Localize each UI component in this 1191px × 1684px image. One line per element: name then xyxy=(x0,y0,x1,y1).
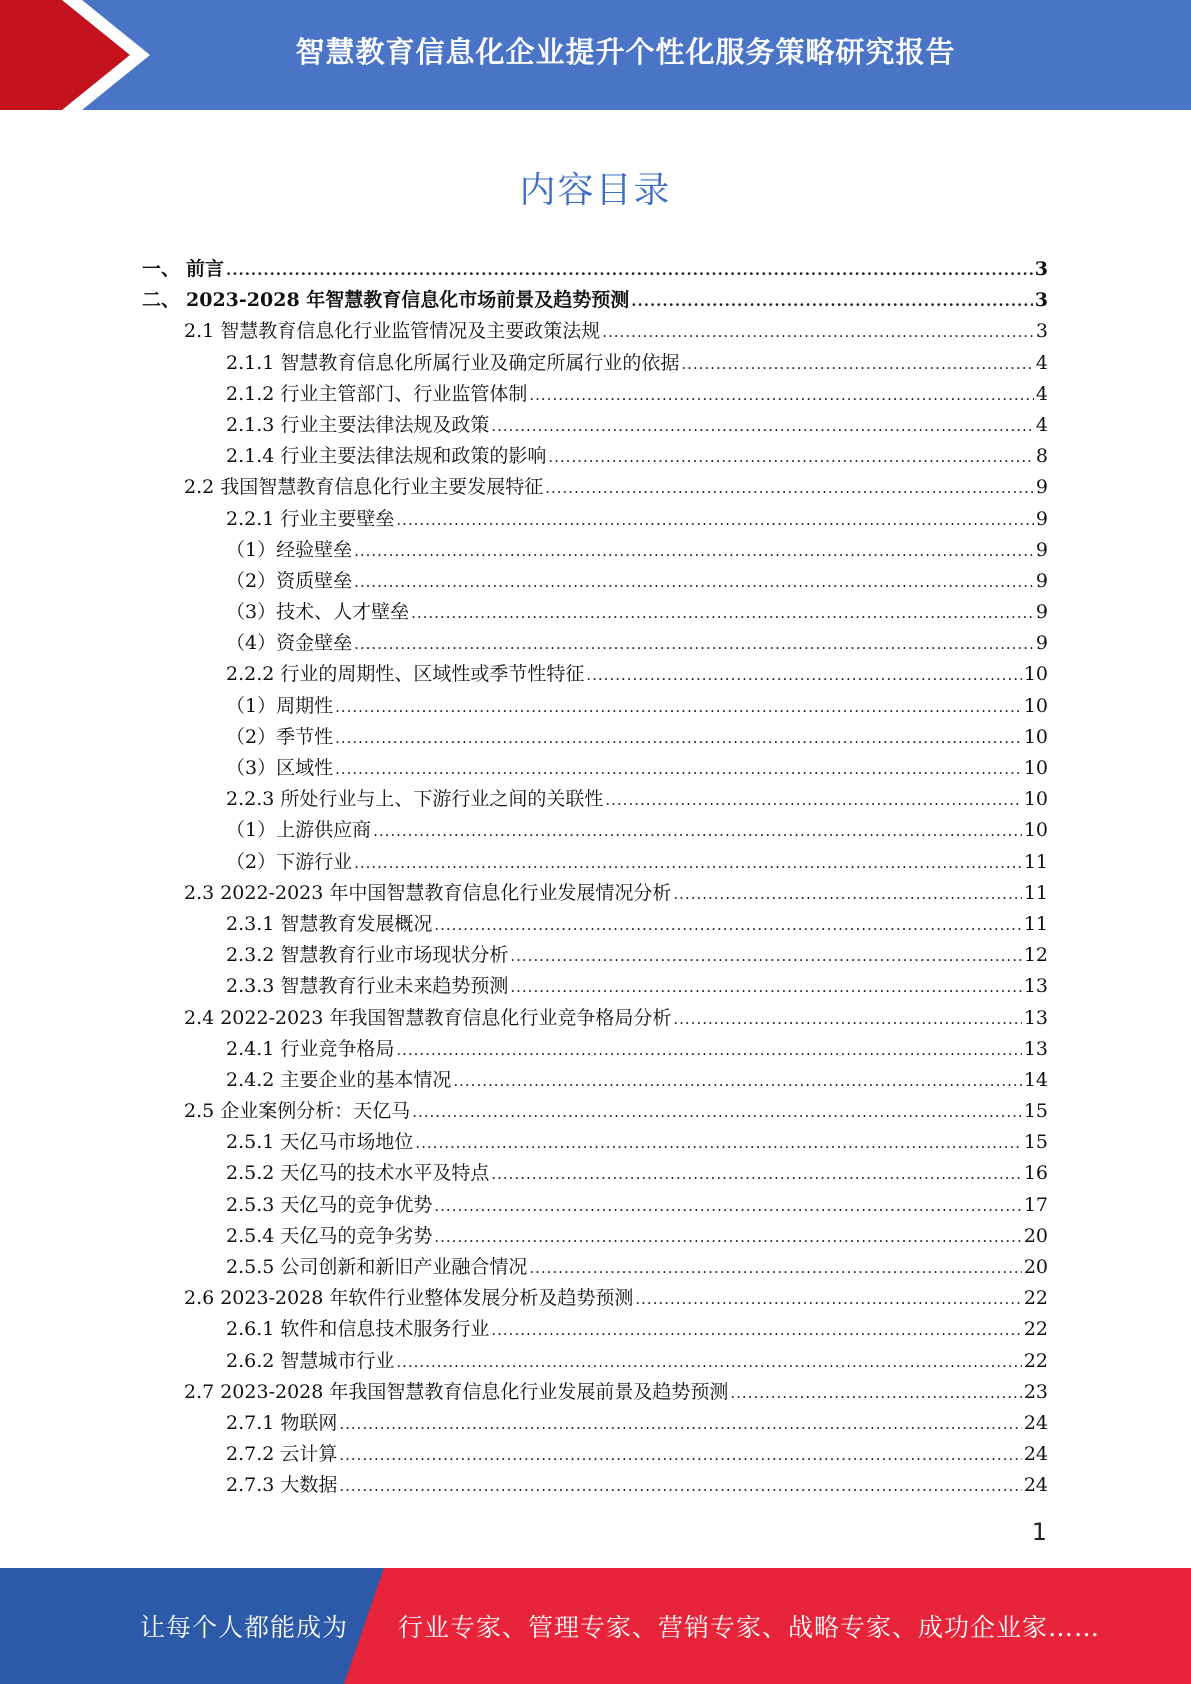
toc-entry[interactable] xyxy=(142,1096,1048,1127)
toc-entry-number: 2.5.5 xyxy=(226,1256,275,1278)
toc-entry-number: 2.6.1 xyxy=(226,1318,275,1341)
toc-entry-page: 12 xyxy=(1023,944,1048,967)
toc-entry-page: 9 xyxy=(1035,538,1048,561)
toc-heading: 内容目录 xyxy=(519,170,672,211)
header-band xyxy=(0,0,1191,110)
toc-entry-page: 11 xyxy=(1023,850,1048,873)
toc-entry-page: 23 xyxy=(1023,1380,1048,1403)
toc-entry-page: 3 xyxy=(1035,320,1048,343)
toc-entry-page: 13 xyxy=(1023,975,1048,998)
toc-entry[interactable] xyxy=(142,1158,1048,1189)
toc-dot-leader xyxy=(602,317,1034,348)
toc-entry-title: 天亿马的竞争劣势 xyxy=(280,1224,433,1247)
toc-dot-leader xyxy=(411,598,1034,629)
toc-entry[interactable] xyxy=(142,504,1048,535)
toc-entry-title: 行业的周期性、区域性或季节性特征 xyxy=(280,663,585,686)
toc-entry[interactable] xyxy=(142,254,1048,285)
toc-dot-leader xyxy=(373,816,1022,847)
toc-dot-leader xyxy=(605,785,1021,816)
toc-entry-number: 2.7 xyxy=(184,1380,215,1403)
toc-entry-title: （2）资质壁垒 xyxy=(226,569,353,592)
toc-entry-number: 2.4.2 xyxy=(226,1068,275,1091)
toc-entry[interactable] xyxy=(142,441,1048,472)
report-title: 智慧教育信息化企业提升个性化服务策略研究报告 xyxy=(295,34,956,69)
toc-entry-page: 10 xyxy=(1023,663,1048,686)
toc-dot-leader xyxy=(412,1097,1022,1128)
toc-entry-number: 2.6 xyxy=(184,1287,215,1310)
toc-entry-title: 我国智慧教育信息化行业主要发展特征 xyxy=(220,476,544,499)
toc-entry-page: 3 xyxy=(1034,289,1048,312)
toc-entry-page: 10 xyxy=(1023,788,1048,811)
toc-entry-title: （3）技术、人才壁垒 xyxy=(226,601,410,624)
toc-entry-title: （1）上游供应商 xyxy=(226,819,372,842)
toc-entry-page: 9 xyxy=(1035,476,1048,499)
toc-dot-leader xyxy=(673,879,1021,910)
toc-entry-number: 2.1.1 xyxy=(226,351,275,374)
header-arrow-decoration xyxy=(0,0,160,110)
toc-entry-title: 行业主要法律法规及政策 xyxy=(280,413,490,436)
toc-entry-number: 2.1.2 xyxy=(226,382,275,405)
toc-entry-page: 9 xyxy=(1035,569,1048,592)
toc-entry-page: 11 xyxy=(1023,881,1048,904)
toc-entry[interactable] xyxy=(142,909,1048,940)
toc-entry[interactable] xyxy=(142,971,1048,1002)
toc-entry-title: 行业竞争格局 xyxy=(280,1037,395,1060)
toc-entry-title: 所处行业与上、下游行业之间的关联性 xyxy=(280,788,604,811)
toc-entry[interactable] xyxy=(142,1408,1048,1439)
toc-entry-title: （2）季节性 xyxy=(226,725,334,748)
toc-entry-number: 2.5 xyxy=(184,1100,215,1123)
toc-entry-title: （4）资金壁垒 xyxy=(226,632,353,655)
toc-entry-title: 智慧城市行业 xyxy=(280,1349,395,1372)
toc-entry[interactable] xyxy=(142,722,1048,753)
page-number: 1 xyxy=(1031,1518,1047,1546)
toc-dot-leader xyxy=(491,1159,1021,1190)
toc-entry-page: 10 xyxy=(1023,725,1048,748)
footer-slogan-left: 让每个人都能成为 xyxy=(140,1613,349,1642)
toc-entry-title: 智慧教育信息化行业监管情况及主要政策法规 xyxy=(220,320,601,343)
toc-entry[interactable] xyxy=(142,566,1048,597)
toc-entry-title: 企业案例分析：天亿马 xyxy=(220,1100,411,1123)
toc-entry-number: 2.6.2 xyxy=(226,1349,275,1372)
toc-entry-title: 智慧教育发展概况 xyxy=(280,912,433,935)
toc-entry[interactable] xyxy=(142,285,1048,316)
toc-entry-number: 2.2.2 xyxy=(226,663,275,686)
toc-entry-page: 4 xyxy=(1035,351,1048,374)
toc-entry-title: 云计算 xyxy=(280,1443,338,1466)
toc-entry-number: 2.5.4 xyxy=(226,1224,275,1247)
toc-entry[interactable] xyxy=(142,316,1048,347)
toc-dot-leader xyxy=(396,1035,1021,1066)
toc-entry[interactable] xyxy=(142,1034,1048,1065)
toc-entry[interactable] xyxy=(142,1283,1048,1314)
toc-entry-title: 前言 xyxy=(186,258,225,280)
toc-dot-leader xyxy=(510,972,1021,1003)
toc-entry[interactable] xyxy=(142,784,1048,815)
footer-slogan-right: 行业专家、管理专家、营销专家、战略专家、成功企业家…… xyxy=(398,1613,1101,1642)
toc-entry-title: 物联网 xyxy=(280,1411,338,1434)
toc-dot-leader xyxy=(396,1347,1021,1378)
toc-entry-number: 2.5.2 xyxy=(226,1162,275,1185)
toc-entry-title: 2023-2028 年我国智慧教育信息化行业发展前景及趋势预测 xyxy=(220,1380,729,1403)
toc-entry-title: 公司创新和新旧产业融合情况 xyxy=(280,1256,528,1278)
toc-entry-page: 4 xyxy=(1035,382,1048,405)
toc-entry-title: （1）周期性 xyxy=(226,694,334,717)
toc-entry[interactable] xyxy=(142,1065,1048,1096)
toc-entry-page: 4 xyxy=(1035,413,1048,436)
toc-entry-page: 22 xyxy=(1023,1287,1048,1310)
toc-entry-title: 软件和信息技术服务行业 xyxy=(280,1318,490,1341)
toc-entry[interactable] xyxy=(142,1127,1048,1158)
toc-dot-leader xyxy=(415,1128,1021,1159)
toc-dot-leader xyxy=(335,692,1022,723)
toc-entry[interactable] xyxy=(142,1221,1048,1252)
toc-entry-title: 2023-2028 年智慧教育信息化市场前景及趋势预测 xyxy=(186,289,630,312)
toc-dot-leader xyxy=(354,567,1034,598)
toc-entry-number: 2.7.1 xyxy=(226,1411,275,1434)
toc-entry-title: 主要企业的基本情况 xyxy=(280,1068,452,1091)
toc-entry-number: 2.3.3 xyxy=(226,975,275,998)
toc-entry-page: 20 xyxy=(1023,1224,1048,1247)
toc-entry[interactable] xyxy=(142,815,1048,846)
toc-entry-page: 16 xyxy=(1023,1162,1048,1185)
toc-entry-number: 二、 xyxy=(142,289,181,312)
footer-banner xyxy=(0,1568,1191,1684)
toc-entry-title: （2）下游行业 xyxy=(226,850,353,873)
toc-dot-leader xyxy=(681,349,1034,380)
toc-dot-leader xyxy=(586,660,1021,691)
toc-dot-leader xyxy=(434,910,1021,941)
toc-entry[interactable] xyxy=(142,535,1048,566)
toc-entry-number: 2.1.4 xyxy=(226,445,275,468)
toc-entry[interactable] xyxy=(142,1003,1048,1034)
toc-entry-title: 智慧教育行业市场现状分析 xyxy=(280,944,509,967)
toc-entry[interactable] xyxy=(142,1470,1048,1501)
toc-entry[interactable] xyxy=(142,472,1048,503)
toc-entry-number: 2.5.1 xyxy=(226,1131,275,1154)
toc-entry-title: 天亿马的技术水平及特点 xyxy=(280,1162,490,1185)
toc-entry-page: 9 xyxy=(1035,601,1048,624)
toc-entry-title: 智慧教育行业未来趋势预测 xyxy=(280,975,509,998)
toc-dot-leader xyxy=(548,442,1034,473)
toc-entry[interactable] xyxy=(142,348,1048,379)
toc-entry[interactable] xyxy=(142,379,1048,410)
toc-entry-title: 天亿马的竞争优势 xyxy=(280,1193,433,1216)
toc-entry[interactable] xyxy=(142,878,1048,909)
toc-dot-leader xyxy=(354,848,1022,879)
toc-dot-leader xyxy=(434,1191,1021,1222)
toc-entry[interactable] xyxy=(142,1346,1048,1377)
toc-entry[interactable] xyxy=(142,659,1048,690)
toc-dot-leader xyxy=(635,1284,1021,1315)
toc-entry-title: （1）经验壁垒 xyxy=(226,538,353,561)
toc-entry-number: 2.4 xyxy=(184,1006,215,1029)
toc-entry-number: 2.3.1 xyxy=(226,912,275,935)
toc-entry[interactable] xyxy=(142,691,1048,722)
toc-entry[interactable] xyxy=(142,847,1048,878)
toc-entry-page: 10 xyxy=(1023,694,1048,717)
toc-entry[interactable] xyxy=(142,753,1048,784)
toc-entry-page: 24 xyxy=(1023,1474,1048,1497)
toc-entry-page: 24 xyxy=(1023,1411,1048,1434)
toc-entry-page: 13 xyxy=(1023,1037,1048,1060)
toc-dot-leader xyxy=(339,1440,1021,1471)
toc-entry-number: 2.1 xyxy=(184,320,215,343)
toc-dot-leader xyxy=(491,411,1034,442)
toc-entry-number: 2.2.1 xyxy=(226,507,275,530)
toc-dot-leader xyxy=(335,754,1022,785)
toc-entry-page: 9 xyxy=(1035,632,1048,655)
toc-entry-page: 9 xyxy=(1035,507,1048,530)
toc-entry-number: 2.3.2 xyxy=(226,944,275,967)
toc-dot-leader xyxy=(510,941,1021,972)
toc-entry-page: 10 xyxy=(1023,819,1048,842)
toc-entry-page: 13 xyxy=(1023,1006,1048,1029)
toc-entry-title: 2022-2023 年中国智慧教育信息化行业发展情况分析 xyxy=(220,881,672,904)
toc-entry-number: 2.1.3 xyxy=(226,413,275,436)
toc-entry[interactable] xyxy=(142,1377,1048,1408)
toc-entry-page: 15 xyxy=(1023,1131,1048,1154)
toc-entry-page: 17 xyxy=(1023,1193,1048,1216)
toc-entry-page: 14 xyxy=(1023,1068,1048,1091)
table-of-contents xyxy=(142,254,1048,1502)
toc-dot-leader xyxy=(673,1004,1021,1035)
toc-dot-leader xyxy=(354,629,1034,660)
toc-entry-page: 11 xyxy=(1023,912,1048,935)
toc-entry-page: 20 xyxy=(1023,1256,1048,1278)
toc-dot-leader xyxy=(335,723,1022,754)
toc-entry-page: 10 xyxy=(1023,757,1048,779)
toc-entry-title: （3）区域性 xyxy=(226,757,334,779)
toc-dot-leader xyxy=(631,286,1032,317)
toc-entry-page: 22 xyxy=(1023,1318,1048,1341)
toc-entry-title: 行业主要壁垒 xyxy=(280,507,395,530)
toc-entry-number: 一、 xyxy=(142,258,181,280)
toc-entry-title: 2023-2028 年软件行业整体发展分析及趋势预测 xyxy=(220,1287,634,1310)
toc-entry-number: 2.2 xyxy=(184,476,215,499)
toc-dot-leader xyxy=(545,473,1034,504)
toc-entry-title: 智慧教育信息化所属行业及确定所属行业的依据 xyxy=(280,351,680,374)
toc-entry[interactable] xyxy=(142,628,1048,659)
toc-dot-leader xyxy=(529,380,1034,411)
toc-entry-number: 2.5.3 xyxy=(226,1193,275,1216)
toc-entry-title: 行业主管部门、行业监管体制 xyxy=(280,382,528,405)
toc-entry-title: 天亿马市场地位 xyxy=(280,1131,414,1154)
toc-entry-number: 2.7.2 xyxy=(226,1443,275,1466)
toc-entry-page: 8 xyxy=(1035,445,1048,468)
toc-dot-leader xyxy=(339,1409,1021,1440)
toc-dot-leader xyxy=(453,1066,1021,1097)
toc-entry[interactable] xyxy=(142,1190,1048,1221)
toc-dot-leader xyxy=(354,536,1034,567)
toc-entry-title: 大数据 xyxy=(280,1474,338,1497)
toc-dot-leader xyxy=(491,1315,1021,1346)
toc-entry-page: 22 xyxy=(1023,1349,1048,1372)
toc-dot-leader xyxy=(529,1253,1021,1284)
toc-entry-number: 2.7.3 xyxy=(226,1474,275,1497)
toc-dot-leader xyxy=(396,505,1034,536)
toc-entry[interactable] xyxy=(142,1314,1048,1345)
toc-entry[interactable] xyxy=(142,1439,1048,1470)
toc-dot-leader xyxy=(339,1471,1021,1502)
toc-entry[interactable] xyxy=(142,940,1048,971)
toc-entry-number: 2.3 xyxy=(184,881,215,904)
toc-dot-leader xyxy=(434,1222,1021,1253)
toc-dot-leader xyxy=(226,255,1033,286)
toc-entry-page: 15 xyxy=(1023,1100,1048,1123)
toc-entry-number: 2.2.3 xyxy=(226,788,275,811)
toc-entry[interactable] xyxy=(142,1252,1048,1283)
toc-entry-number: 2.4.1 xyxy=(226,1037,275,1060)
toc-entry-page: 24 xyxy=(1023,1443,1048,1466)
toc-entry-title: 行业主要法律法规和政策的影响 xyxy=(280,445,547,468)
toc-entry-page: 3 xyxy=(1034,258,1048,280)
toc-entry[interactable] xyxy=(142,597,1048,628)
toc-entry-title: 2022-2023 年我国智慧教育信息化行业竞争格局分析 xyxy=(220,1006,672,1029)
toc-dot-leader xyxy=(730,1378,1021,1409)
toc-entry[interactable] xyxy=(142,410,1048,441)
